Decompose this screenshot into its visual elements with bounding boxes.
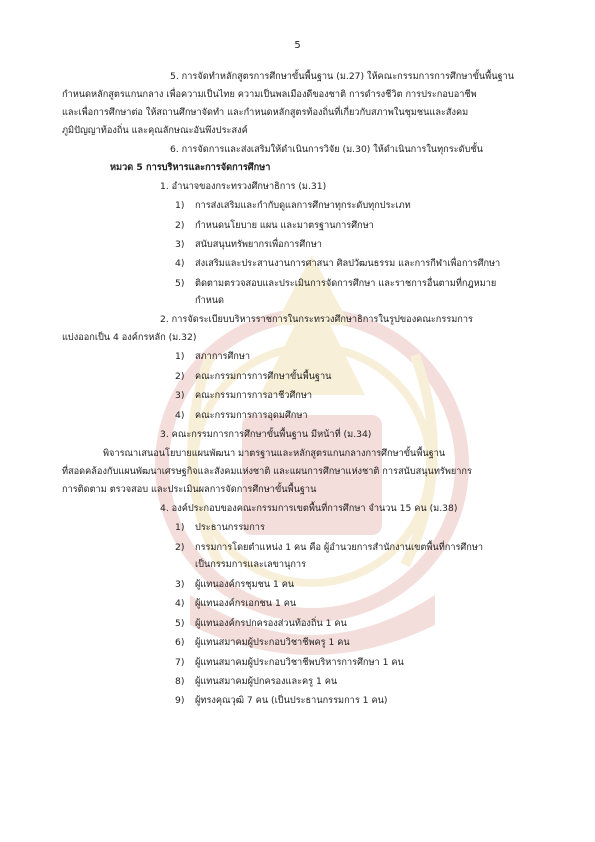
sec3-title: 3. คณะกรรมการการศึกษาขั้นพื้นฐาน มีหน้าที่ (ม.34) bbox=[160, 429, 372, 440]
sec2-item-3-text: คณะกรรมการการอาชีวศึกษา bbox=[195, 390, 313, 401]
sec4-item-9-text: ผู้ทรงคุณวุฒิ 7 คน (เป็นประธานกรรมการ 1 คน) bbox=[195, 695, 388, 706]
sec4-item-9-num: 9) bbox=[175, 695, 185, 706]
sec4-item-4 bbox=[175, 597, 297, 610]
sec4-item-6-text: ผู้แทนสมาคมผู้ประกอบวิชาชีพครู 1 คน bbox=[195, 637, 350, 648]
sec1-item-2 bbox=[175, 219, 374, 232]
sec4-item-5-text: ผู้แทนองค์กรปกครองส่วนท้องถิ่น 1 คน bbox=[195, 618, 347, 629]
sec1-item-5-text: ติดตามตรวจสอบและประเมินการจัดการศึกษา และราชการอื่นตามที่กฎหมาย bbox=[195, 278, 497, 289]
sec1-item-4-num: 4) bbox=[175, 258, 185, 269]
sec2-line1: 2. การจัดระเบียบบริหารราชการในกระทรวงศึกษาธิการในรูปของคณะกรรมการ bbox=[160, 314, 473, 325]
sec4-item-5 bbox=[175, 617, 347, 630]
sec2-item-4 bbox=[175, 409, 308, 422]
sec2-item-4-num: 4) bbox=[175, 410, 185, 421]
item5-line4: ภูมิปัญญาท้องถิ่น และคุณลักษณะอันพึงประสงค์ bbox=[62, 125, 248, 136]
item5-line1: 5. การจัดทำหลักสูตรการศึกษาขั้นพื้นฐาน (ม.27) ให้คณะกรรมการการศึกษาขั้นพื้นฐาน bbox=[170, 71, 514, 82]
sec1-item-3-text: สนับสนุนทรัพยากรเพื่อการศึกษา bbox=[195, 239, 322, 250]
sec1-item-5-num: 5) bbox=[175, 278, 185, 289]
sec4-item-1-num: 1) bbox=[175, 522, 185, 533]
sec4-item-6 bbox=[175, 636, 350, 649]
sec2-item-3-num: 3) bbox=[175, 390, 185, 401]
sec2-line2: แบ่งออกเป็น 4 องค์กรหลัก (ม.32) bbox=[62, 332, 197, 343]
sec4-item-6-num: 6) bbox=[175, 637, 185, 648]
sec4-item-5-num: 5) bbox=[175, 618, 185, 629]
item5-line3: และเพื่อการศึกษาต่อ ให้สถานศึกษาจัดทำ และกำหนดหลักสูตรท้องถิ่นที่เกี่ยวกับสภาพในชุมชนและสังคม bbox=[62, 107, 469, 118]
page-number: 5 bbox=[294, 40, 301, 51]
sec1-item-5-cont: กำหนด bbox=[195, 295, 225, 306]
sec2-item-2-text: คณะกรรมการการศึกษาขั้นพื้นฐาน bbox=[195, 371, 332, 382]
sec4-item-1 bbox=[175, 521, 265, 534]
sec4-item-9 bbox=[175, 694, 388, 707]
sec4-item-7-text: ผู้แทนสมาคมผู้ประกอบวิชาชีพบริหารการศึกษา 1 คน bbox=[195, 657, 404, 668]
sec3-line1: พิจารณาเสนอนโยบายแผนพัฒนา มาตรฐานและหลักสูตรแกนกลางการศึกษาขั้นพื้นฐาน bbox=[103, 448, 446, 459]
section-heading: หมวด 5 การบริหารและการจัดการศึกษา bbox=[110, 162, 271, 173]
sec4-item-2-text: กรรมการโดยตำแหน่ง 1 คน คือ ผู้อำนวยการสำนักงานเขตพื้นที่การศึกษา bbox=[195, 542, 484, 553]
sec1-item-1-num: 1) bbox=[175, 200, 185, 211]
sec4-item-3-num: 3) bbox=[175, 579, 185, 590]
sec2-item-2 bbox=[175, 370, 332, 383]
sec2-item-1-num: 1) bbox=[175, 351, 185, 362]
sec1-item-3-num: 3) bbox=[175, 239, 185, 250]
sec1-item-1 bbox=[175, 199, 411, 212]
sec4-item-8-num: 8) bbox=[175, 676, 185, 687]
sec4-item-8 bbox=[175, 675, 338, 688]
sec2-item-3 bbox=[175, 389, 313, 402]
sec4-item-8-text: ผู้แทนสมาคมผู้ปกครองและครู 1 คน bbox=[195, 676, 338, 687]
sec4-item-2 bbox=[175, 541, 484, 554]
sec4-title: 4. องค์ประกอบของคณะกรรมการเขตพื้นที่การศึกษา จำนวน 15 คน (ม.38) bbox=[160, 503, 458, 514]
sec4-item-3 bbox=[175, 578, 295, 591]
sec1-item-1-text: การส่งเสริมและกำกับดูแลการศึกษาทุกระดับทุกประเภท bbox=[195, 200, 411, 211]
sec2-item-2-num: 2) bbox=[175, 371, 185, 382]
sec2-item-1 bbox=[175, 350, 251, 363]
item5-line2: กำหนดหลักสูตรแกนกลาง เพื่อความเป็นไทย ความเป็นพลเมืองดีของชาติ การดำรงชีวิต การประกอบอาชีพ bbox=[62, 89, 477, 100]
sec4-item-1-text: ประธานกรรมการ bbox=[195, 522, 265, 533]
sec4-item-2-num: 2) bbox=[175, 542, 185, 553]
sec1-item-3 bbox=[175, 238, 322, 251]
sec3-line2: ที่สอดคล้องกับแผนพัฒนาเศรษฐกิจและสังคมแห่งชาติ และแผนการศึกษาแห่งชาติ การสนับสนุนทรัพยากร bbox=[62, 466, 472, 477]
sec2-item-1-text: สภาการศึกษา bbox=[195, 351, 251, 362]
sec4-item-7-num: 7) bbox=[175, 657, 185, 668]
sec1-title: 1. อำนาจของกระทรวงศึกษาธิการ (ม.31) bbox=[160, 181, 327, 192]
sec2-item-4-text: คณะกรรมการการอุดมศึกษา bbox=[195, 410, 308, 421]
sec4-item-2-cont: เป็นกรรมการและเลขานุการ bbox=[195, 559, 307, 570]
sec1-item-2-num: 2) bbox=[175, 220, 185, 231]
sec4-item-3-text: ผู้แทนองค์กรชุมชน 1 คน bbox=[195, 579, 295, 590]
sec1-item-2-text: กำหนดนโยบาย แผน และมาตรฐานการศึกษา bbox=[195, 220, 374, 231]
item6-line: 6. การจัดการและส่งเสริมให้ดำเนินการวิจัย (ม.30) ให้ดำเนินการในทุกระดับชั้น bbox=[170, 144, 483, 155]
sec3-line3: การติดตาม ตรวจสอบ และประเมินผลการจัดการศึกษาขั้นพื้นฐาน bbox=[62, 484, 317, 495]
sec4-item-4-text: ผู้แทนองค์กรเอกชน 1 คน bbox=[195, 598, 297, 609]
sec1-item-4 bbox=[175, 257, 501, 270]
sec1-item-4-text: ส่งเสริมและประสานงานการศาสนา ศิลปวัฒนธรรม และการกีฬาเพื่อการศึกษา bbox=[195, 258, 501, 269]
sec4-item-7 bbox=[175, 656, 404, 669]
sec1-item-5 bbox=[175, 277, 497, 290]
sec4-item-4-num: 4) bbox=[175, 598, 185, 609]
